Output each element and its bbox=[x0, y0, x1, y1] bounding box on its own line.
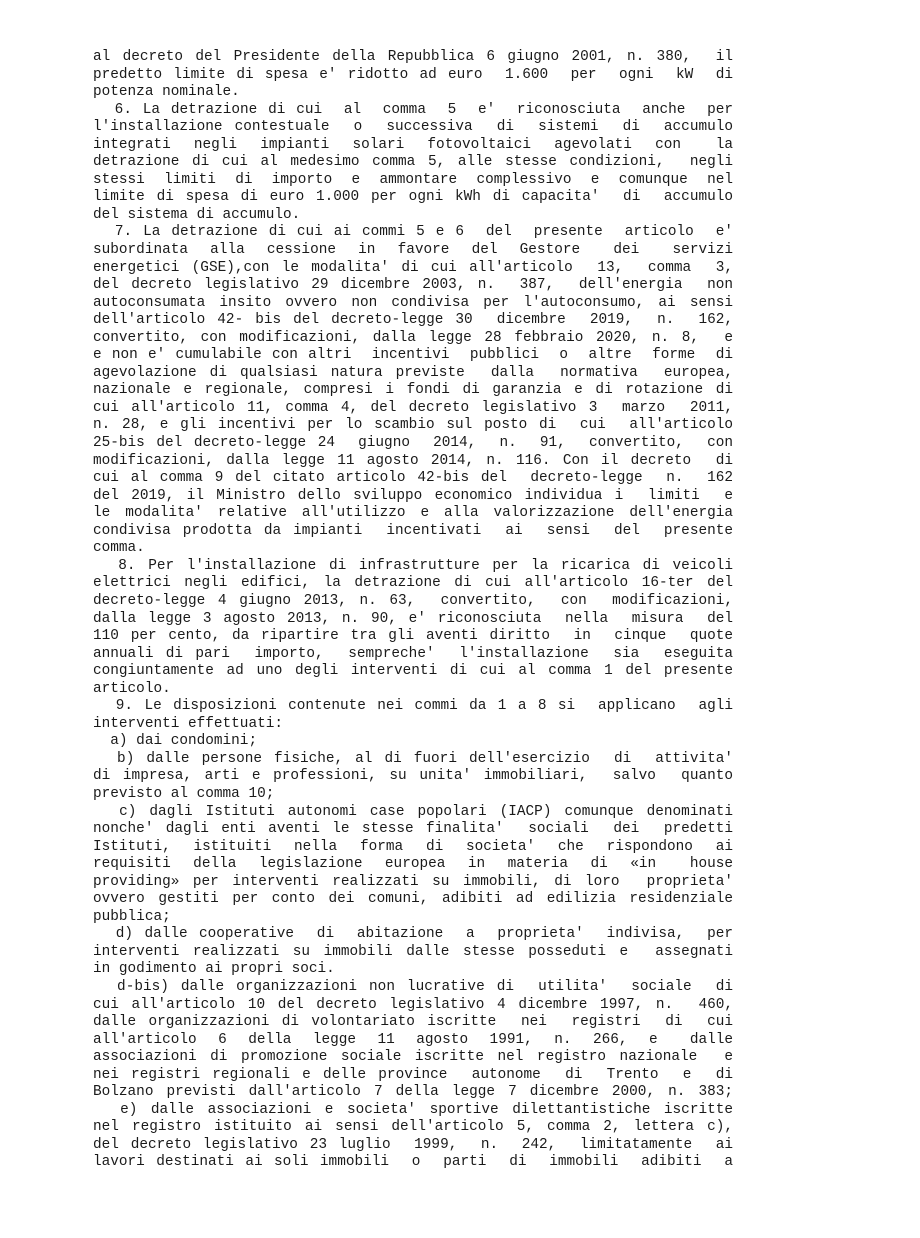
text-line: le modalita' relative all'utilizzo e alla valorizzazione dell'energia bbox=[93, 505, 733, 522]
text-line: previsto al comma 10; bbox=[93, 785, 275, 802]
text-line: modificazioni, dalla legge 11 agosto 2014, n. 116. Con il decreto di bbox=[93, 452, 733, 469]
text-line: cui al comma 9 del citato articolo 42-bis del decreto-legge n. 162 bbox=[93, 470, 733, 487]
text-line: e non e' cumulabile con altri incentivi pubblici o altre forme di bbox=[93, 347, 733, 364]
text-line: di impresa, arti e professioni, su unita' immobiliari, salvo quanto bbox=[93, 768, 733, 785]
text-line: del 2019, il Ministro dello sviluppo economico individua i limiti e bbox=[93, 487, 733, 504]
text-line: 110 per cento, da ripartire tra gli aventi diritto in cinque quote bbox=[93, 628, 733, 645]
text-line: interventi realizzati su immobili dalle stesse posseduti e assegnati bbox=[93, 943, 733, 960]
text-line: associazioni di promozione sociale iscritte nel registro nazionale e bbox=[93, 1049, 733, 1066]
text-line: 8. Per l'installazione di infrastrutture per la ricarica di veicoli bbox=[93, 557, 733, 574]
text-line: nazionale e regionale, compresi i fondi di garanzia e di rotazione di bbox=[93, 382, 733, 399]
text-line: energetici (GSE),con le modalita' di cui all'articolo 13, comma 3, bbox=[93, 259, 733, 276]
text-line: condivisa prodotta da impianti incentivati ai sensi del presente bbox=[93, 522, 733, 539]
text-line: convertito, con modificazioni, dalla legge 28 febbraio 2020, n. 8, e bbox=[93, 329, 733, 346]
text-line: in godimento ai propri soci. bbox=[93, 961, 335, 978]
text-line: cui all'articolo 10 del decreto legislativo 4 dicembre 1997, n. 460, bbox=[93, 996, 733, 1013]
text-line: predetto limite di spesa e' ridotto ad euro 1.600 per ogni kW di bbox=[93, 66, 733, 83]
text-line: elettrici negli edifici, la detrazione di cui all'articolo 16-ter del bbox=[93, 575, 733, 592]
text-line: Bolzano previsti dall'articolo 7 della legge 7 dicembre 2000, n. 383; bbox=[93, 1084, 733, 1101]
text-line: annuali di pari importo, sempreche' l'installazione sia eseguita bbox=[93, 645, 733, 662]
text-line: 9. Le disposizioni contenute nei commi da 1 a 8 si applicano agli bbox=[93, 698, 733, 715]
text-line: subordinata alla cessione in favore del Gestore dei servizi bbox=[93, 242, 733, 259]
text-line: cui all'articolo 11, comma 4, del decreto legislativo 3 marzo 2011, bbox=[93, 399, 733, 416]
text-line: dell'articolo 42- bis del decreto-legge 30 dicembre 2019, n. 162, bbox=[93, 312, 733, 329]
text-line: n. 28, e gli incentivi per lo scambio sul posto di cui all'articolo bbox=[93, 417, 733, 434]
text-line: nonche' dagli enti aventi le stesse finalita' sociali dei predetti bbox=[93, 821, 733, 838]
text-line: dalla legge 3 agosto 2013, n. 90, e' riconosciuta nella misura del bbox=[93, 610, 733, 627]
text-line: b) dalle persone fisiche, al di fuori dell'esercizio di attivita' bbox=[93, 750, 733, 767]
text-line: a) dai condomini; bbox=[93, 733, 258, 750]
text-line: decreto-legge 4 giugno 2013, n. 63, convertito, con modificazioni, bbox=[93, 592, 733, 609]
text-line: requisiti della legislazione europea in materia di «in house bbox=[93, 856, 733, 873]
text-line: providing» per interventi realizzati su immobili, di loro proprieta' bbox=[93, 873, 733, 890]
text-line: comma. bbox=[93, 540, 145, 557]
text-line: congiuntamente ad uno degli interventi di cui al comma 1 del presente bbox=[93, 663, 733, 680]
text-line: all'articolo 6 della legge 11 agosto 1991, n. 266, e dalle bbox=[93, 1031, 733, 1048]
text-line: d) dalle cooperative di abitazione a proprieta' indivisa, per bbox=[93, 926, 733, 943]
text-line: pubblica; bbox=[93, 908, 171, 925]
text-line: autoconsumata insito ovvero non condivisa per l'autoconsumo, ai sensi bbox=[93, 294, 733, 311]
text-line: dalle organizzazioni di volontariato iscritte nei registri di cui bbox=[93, 1014, 733, 1031]
text-line: lavori destinati ai soli immobili o parti di immobili adibiti a bbox=[93, 1154, 733, 1171]
text-line: nel registro istituito ai sensi dell'articolo 5, comma 2, lettera c), bbox=[93, 1119, 733, 1136]
text-line: l'installazione contestuale o successiva di sistemi di accumulo bbox=[93, 119, 733, 136]
text-line: interventi effettuati: bbox=[93, 715, 283, 732]
text-line: d-bis) dalle organizzazioni non lucrative di utilita' sociale di bbox=[93, 978, 733, 995]
text-line: stessi limiti di importo e ammontare complessivo e comunque nel bbox=[93, 171, 733, 188]
text-line: del decreto legislativo 23 luglio 1999, n. 242, limitatamente ai bbox=[93, 1136, 733, 1153]
text-line: al decreto del Presidente della Repubblica 6 giugno 2001, n. 380, il bbox=[93, 49, 733, 65]
text-line: integrati negli impianti solari fotovoltaici agevolati con la bbox=[93, 136, 733, 153]
text-line: articolo. bbox=[93, 680, 171, 697]
text-line: ovvero gestiti per conto dei comuni, adibiti ad edilizia residenziale bbox=[93, 891, 733, 908]
document-page bbox=[93, 49, 733, 1172]
text-line: del decreto legislativo 29 dicembre 2003, n. 387, dell'energia non bbox=[93, 277, 733, 294]
text-line: potenza nominale. bbox=[93, 84, 240, 101]
text-line: 7. La detrazione di cui ai commi 5 e 6 del presente articolo e' bbox=[93, 224, 733, 241]
text-line: limite di spesa di euro 1.000 per ogni kWh di capacita' di accumulo bbox=[93, 189, 733, 206]
text-line: agevolazione di qualsiasi natura previste dalla normativa europea, bbox=[93, 364, 733, 381]
text-line: c) dagli Istituti autonomi case popolari (IACP) comunque denominati bbox=[93, 803, 733, 820]
text-line: e) dalle associazioni e societa' sportive dilettantistiche iscritte bbox=[93, 1101, 733, 1118]
text-line: Istituti, istituiti nella forma di societa' che rispondono ai bbox=[93, 838, 733, 855]
text-line: nei registri regionali e delle province autonome di Trento e di bbox=[93, 1066, 733, 1083]
text-line: detrazione di cui al medesimo comma 5, alle stesse condizioni, negli bbox=[93, 154, 733, 171]
text-line: 25-bis del decreto-legge 24 giugno 2014, n. 91, convertito, con bbox=[93, 435, 733, 452]
text-line: 6. La detrazione di cui al comma 5 e' riconosciuta anche per bbox=[93, 101, 733, 118]
text-line: del sistema di accumulo. bbox=[93, 206, 301, 223]
